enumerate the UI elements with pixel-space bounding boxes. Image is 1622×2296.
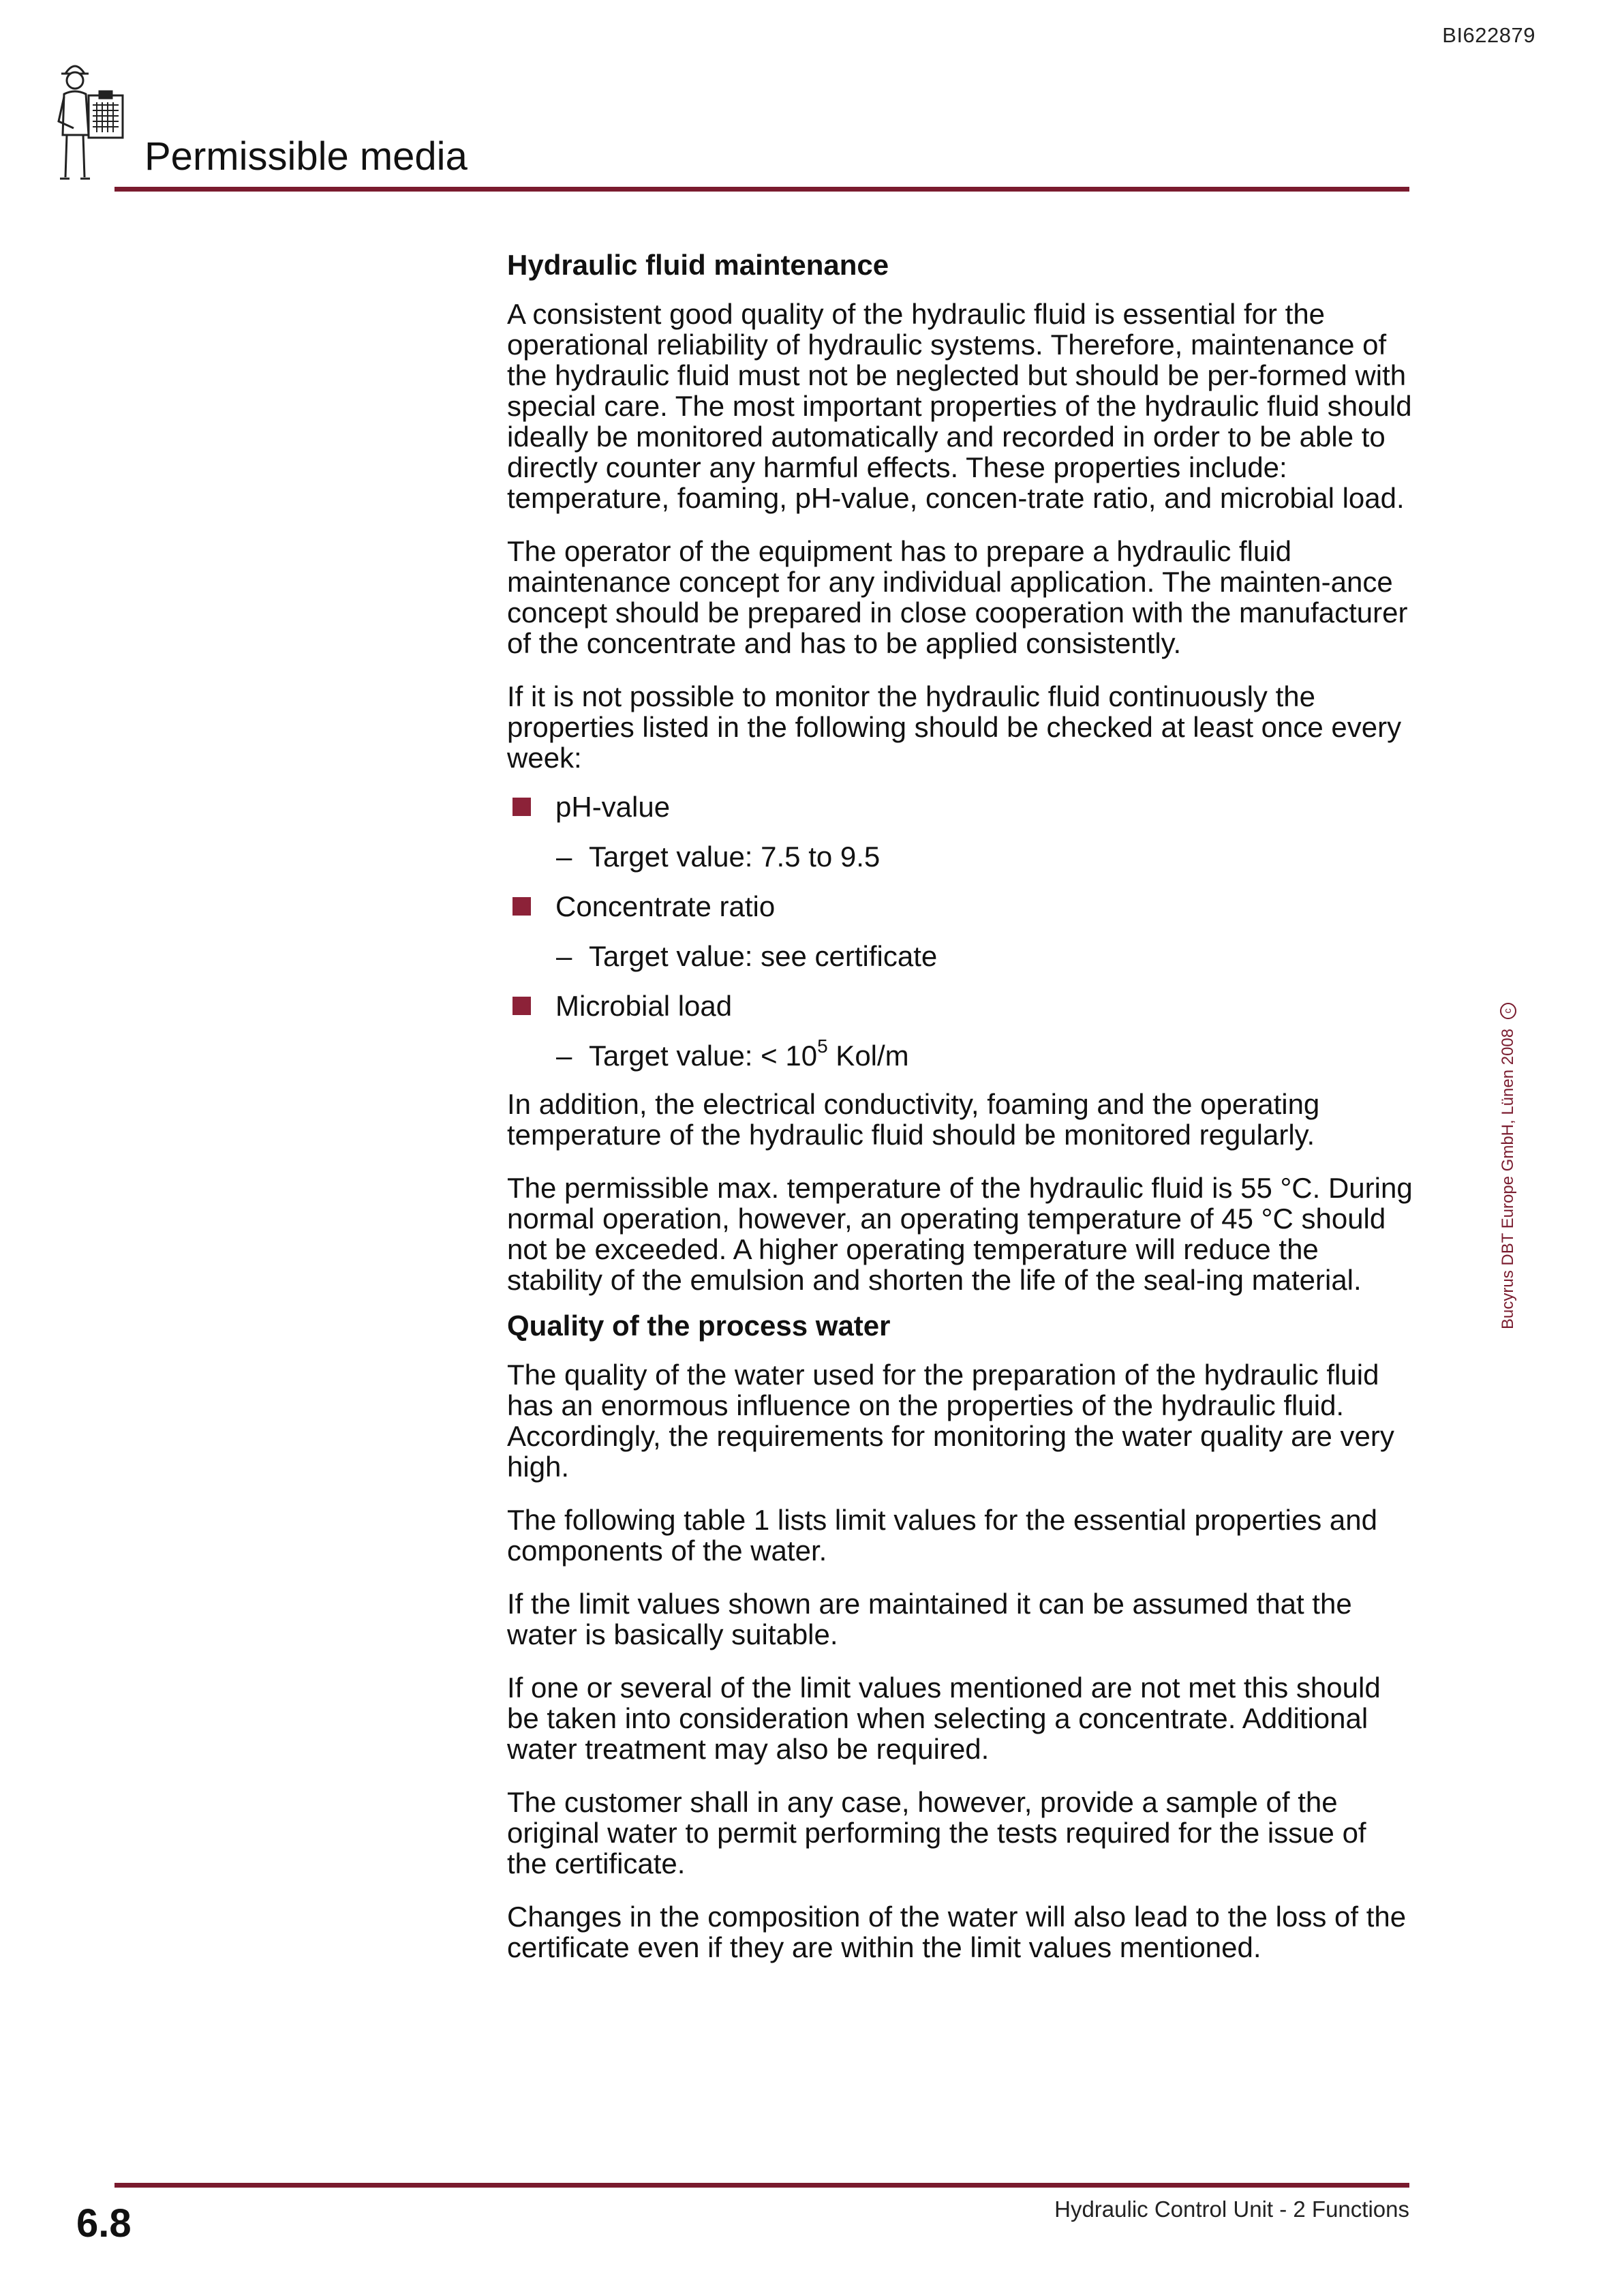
list-item xyxy=(507,989,1413,1022)
dash-icon: – xyxy=(556,939,572,972)
dash-icon: – xyxy=(556,840,572,873)
paragraph: If one or several of the limit values mentioned are not met this should be taken into consideration when selecting a concentrate. Additional water treatment may also be required. xyxy=(507,1672,1381,1765)
paragraph: The quality of the water used for the preparation of the hydraulic fluid has an enormous influence on the properties of the hydraulic fluid. Accordingly, the requirements for monitoring the water quality are very high. xyxy=(507,1359,1394,1483)
square-bullet-icon xyxy=(512,897,531,916)
paragraph: In addition, the electrical conductivity, foaming and the operating temperature of the hydraulic fluid should be monitored regularly. xyxy=(507,1088,1320,1151)
manual-title: Hydraulic Control Unit - 2 Functions xyxy=(1054,2196,1409,2222)
page-number: 6.8 xyxy=(76,2201,132,2246)
section-heading: Quality of the process water xyxy=(507,1310,891,1342)
target-prefix: Target value: < 10 xyxy=(589,1039,818,1072)
document-id: BI622879 xyxy=(1442,23,1535,47)
paragraph: The customer shall in any case, however, provide a sample of the original water to permit performing the tests required for the issue of the certificate. xyxy=(507,1786,1366,1879)
sub-list-item-label xyxy=(589,1035,909,1072)
paragraph: A consistent good quality of the hydraulic fluid is essential for the operational reliability of hydraulic systems. Therefore, maintenance of the hydraulic fluid must not be neglected but should be per-formed with special care. The most important properties of the hydraulic fluid should ideally be monitored automatically and recorded in order to be able to directly counter any harmful effects. These properties include: temperature, foaming, pH-value, concen-trate ratio, and microbial load. xyxy=(507,298,1412,514)
sub-list-item-label: Target value: see certificate xyxy=(589,939,938,972)
footer-divider xyxy=(114,2183,1409,2188)
copyright-icon: c xyxy=(1500,1003,1516,1019)
paragraph: The following table 1 lists limit values for the essential properties and components of the water. xyxy=(507,1504,1377,1567)
square-bullet-icon xyxy=(512,997,531,1015)
list-item-label: Concentrate ratio xyxy=(555,890,776,922)
sub-list-item-label: Target value: 7.5 to 9.5 xyxy=(589,840,881,873)
list-item-label: Microbial load xyxy=(555,989,733,1022)
dash-icon: – xyxy=(556,1039,572,1072)
section-heading: Hydraulic fluid maintenance xyxy=(507,249,889,281)
copyright-notice xyxy=(1499,1003,1518,1329)
worker-with-clipboard-icon xyxy=(53,53,134,183)
list-item-label: pH-value xyxy=(555,790,671,823)
header-divider xyxy=(114,187,1409,192)
sub-list-item xyxy=(507,1035,1413,1072)
paragraph: The operator of the equipment has to prepare a hydraulic fluid maintenance concept for any individual application. The mainten-ance concept should be prepared in close cooperation with the manufacturer of the concentrate and has to be applied consistently. xyxy=(507,535,1408,659)
page-title: Permissible media xyxy=(144,134,468,179)
paragraph: If it is not possible to monitor the hydraulic fluid continuously the properties listed in the following should be checked at least once every week: xyxy=(507,680,1402,774)
exponent: 5 xyxy=(817,1035,828,1057)
target-unit: Kol/m xyxy=(827,1039,909,1072)
sub-list-item xyxy=(507,939,1413,972)
main-content xyxy=(507,249,1413,1985)
paragraph: If the limit values shown are maintained it can be assumed that the water is basically suitable. xyxy=(507,1588,1352,1650)
sub-list-item xyxy=(507,840,1413,873)
square-bullet-icon xyxy=(512,798,531,816)
copyright-text: Bucyrus DBT Europe GmbH, Lünen 2008 xyxy=(1499,1028,1517,1329)
paragraph: The permissible max. temperature of the hydraulic fluid is 55 °C. During normal operation, however, an operating temperature of 45 °C should not be exceeded. A higher operating temperature will reduce the stability of the emulsion and shorten the life of the seal-ing material. xyxy=(507,1172,1413,1296)
list-item xyxy=(507,790,1413,823)
paragraph: Changes in the composition of the water will also lead to the loss of the certificate even if they are within the limit values mentioned. xyxy=(507,1901,1407,1963)
list-item xyxy=(507,890,1413,922)
